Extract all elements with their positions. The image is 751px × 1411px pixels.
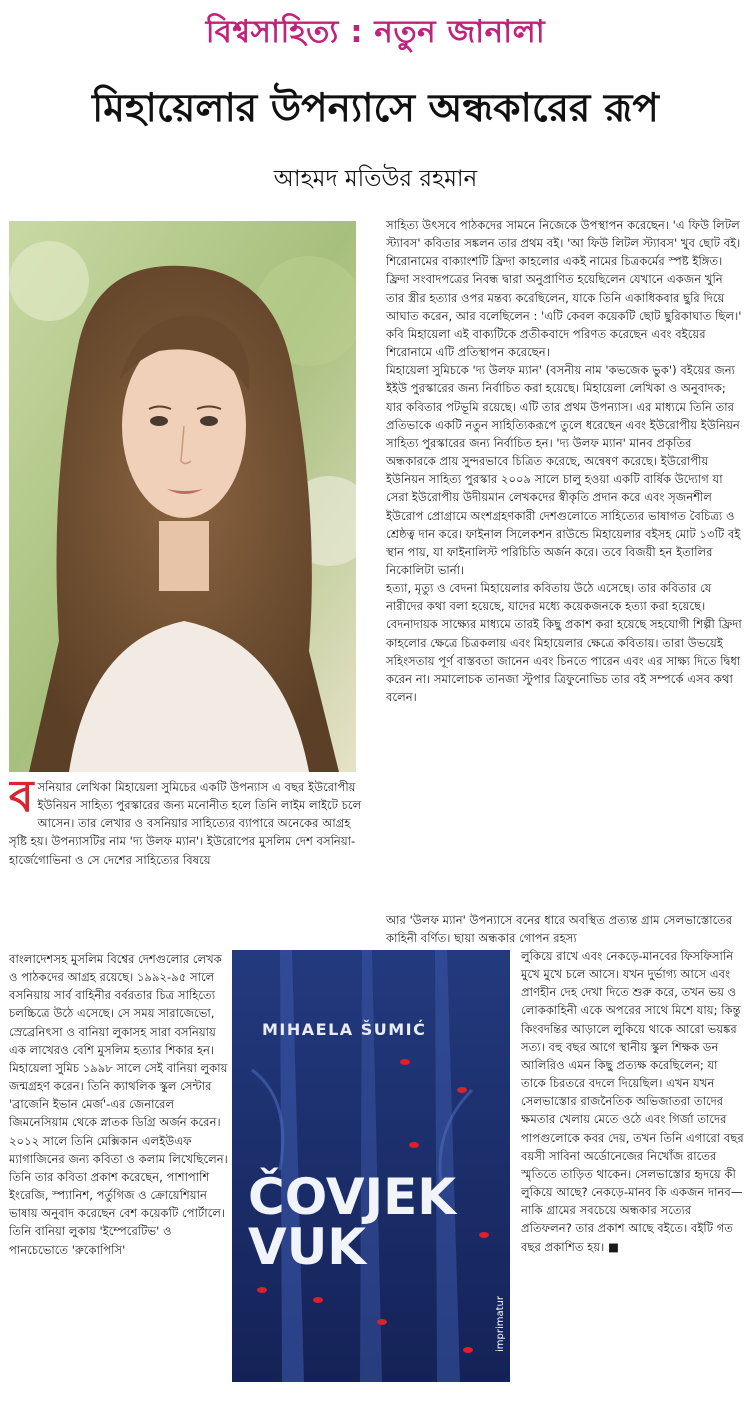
article-body-right (386, 216, 743, 911)
paragraph: সনিয়ার লেখিকা মিহায়েলা সুমিচের একটি উপন্যাস এ বছর ইউরোপীয় ইউনিয়ন সাহিত্য পুরস্কারের জন্য মনোনীত হলে তিনি লাইম লাইটে চলে আসেন। তার লেখার ও বসনিয়ার সাহিত্যের ব্যাপারে অনেকের আগ্রহ সৃষ্টি হয়। উপন্যাসটির নাম 'দ্য উলফ ম্যান'। ইউরোপের মুসলিম দেশ বসনিয়া-হার্জেগোভিনা ও সে দেশের সাহিত্যের বিষয়ে (9, 780, 362, 867)
paragraph: মিহায়েলা সুমিচকে 'দ্য উলফ ম্যান' (বসনীয় নাম 'কভজেক ভুক') বইয়ের জন্য ইইউ পুরস্কারের জন্য নির্বাচিত করা হয়েছে। মিহায়েলা লেখিকা ও অনুবাদক; যার কবিতার পটভূমি রয়েছে। এটি তার প্রথম উপন্যাস। এর মাধ্যমে তিনি তার প্রতিভাকে একটি নতুন সাহিত্যিকরূপে তুলে ধরেছেন এবং ইউরোপীয় ইউনিয়ন সাহিত্য পুরস্কারের জন্য নির্বাচিত হন। 'দ্য উলফ ম্যান' মানব প্রকৃতির অন্ধকারকে প্রায় সুন্দরভাবে চিত্রিত করেছে, অন্বেষণ করেছে। ইউরোপীয় ইউনিয়ন সাহিত্য পুরস্কার ২০০৯ সালে চালু হওয়া একটি বার্ষিক উদ্যোগ যা সেরা ইউরোপীয় উদীয়মান লেখকদের স্বীকৃতি প্রদান করে এবং সৃজনশীল ইউরোপ প্রোগ্রামে অংশগ্রহণকারী দেশগুলোতে সাহিত্যের ভাষাগত বৈচিত্র্য ও শ্রেষ্ঠত্ব দান করে। ফাইনাল সিলেকশন রাউন্ডে মিহায়েলার বইসহ মোট ১৩টি বই স্থান পায়, যা ফাইনালিস্ট পরিচিতি অর্জন করে। তবে বিজয়ী হন ইতালির নিকোলিটা ভার্না। (386, 363, 741, 577)
author-photo (9, 221, 356, 772)
paragraph: লুকিয়ে রাখে এবং নেকড়ে-মানবের ফিসফিসানি মুখে মুখে চলে আসে। যখন দুর্ভাগ্য আসে এবং প্রাণহীন দেহ দেখা দিতে শুরু করে, তখন ভয় ও লোককাহিনী একে অপরের সাথে মিশে যায়; কিন্তু কিংবদন্তির আড়ালে লুকিয়ে থাকে আরো ভয়ঙ্কর সত্য। বহু বছর আগে স্থানীয় স্কুল শিক্ষক ডন আলিরিও এমন কিছু প্রত্যক্ষ করেছিলেন; যা তাকে চিরতরে বদলে দিয়েছিল। এখন যখন সেলভাস্তোর রাজনৈতিক অভিজাতরা তাদের ক্ষমতার খেলায় মেতে ওঠে এবং গির্জা তাদের পাপগুলোকে কবর দেয়, তখন তিনি এগারো বছর বয়সী সাবিনা অর্ডোনেজের নিখোঁজ রাতের স্মৃতিতে তাড়িত থাকেন। সেলভাস্তোর হৃদয়ে কী লুকিয়ে আছে? নেকড়ে-মানব কি একজন দানব— নাকি গ্রামের সবচেয়ে অন্ধকার সত্যের প্রতিফলন? তার প্রকাশ আছে বইতে। বইটি গত বছর প্রকাশিত হয়। ■ (521, 949, 744, 1254)
paragraph: বাংলাদেশসহ মুসলিম বিশ্বের দেশগুলোর লেখক ও পাঠকদের আগ্রহ রয়েছে। ১৯৯২-৯৫ সালে বসনিয়ায় সার্ব বাহিনীর বর্বরতার চিত্র সাহিত্যে চলচ্চিত্রে উঠে এসেছে। সে সময় সারাজেভো, স্রেব্রেনিৎসা ও বানিয়া লুকাসহ সারা বসনিয়ায় এক লাখেরও বেশি মুসলিম হত্যার শিকার হন। মিহায়েলা সুমিচ ১৯৯৮ সালে সেই বানিয়া লুকায় জন্মগ্রহণ করেন। তিনি ক্যাথলিক স্কুল সেন্টার 'ব্রাজেনি ইভান মের্জ'-এর জেনারেল জিমনেসিয়াম থেকে স্নাতক ডিগ্রি অর্জন করেন। ২০১২ সালে তিনি মেক্সিকান এলইউএফ ম্যাগাজিনের জন্য কবিতা ও কলাম লিখেছিলেন। তিনি তার কবিতা প্রকাশ করেছেন, পাশাপাশি ইংরেজি, স্প্যানিশ, পর্তুগিজ ও ক্রোয়েশিয়ান ভাষায় অনুবাদ করেছেন বেশ কয়েকটি পোর্টালে। তিনি বানিয়া লুকায় 'ইম্পেরেটিভ' ও পানচেভোতে 'রুকোপিসি' (9, 952, 228, 1257)
cover-title-line: ČOVJEK (248, 1168, 457, 1226)
paragraph: হত্যা, মৃত্যু ও বেদনা মিহায়েলার কবিতায় উঠে এসেছে। তার কবিতার যে নারীদের কথা বলা হয়েছে, যাদের মধ্যে কয়েকজনকে হত্যা করা হয়েছে। বেদনাদায়ক সাক্ষ্যের মাধ্যমে তারই কিছু প্রকাশ করা হয়েছে সহযোগী শিল্পী ফ্রিদা কাহলোর ক্ষেত্রে চিত্রকলায় এবং মিহায়েলার ক্ষেত্রে কবিতায়। তারা উভয়েই সহিংসতায় পূর্ণ বাস্তবতা জানেন এবং চিনতে পারেন এবং এর সাক্ষ্য দিতে দ্বিধা করেন না। সমালোচক তানজা স্টুপার ত্রিফুনোভিচ তার বই সম্পর্কে এসব কথা বলেন। (386, 581, 742, 705)
headline: মিহায়েলার উপন্যাসে অন্ধকারের রূপ (92, 86, 659, 131)
byline: আহমদ মতিউর রহমান (273, 166, 478, 192)
drop-cap: ব (9, 778, 34, 822)
article-body-left (9, 950, 231, 1400)
book-cover (232, 950, 510, 1382)
paragraph: সাহিত্য উৎসবে পাঠকদের সামনে নিজেকে উপস্থাপন করেছেন। 'এ ফিউ লিটল স্ট্যাবস' কবিতার সঙ্কলন তার প্রথম বই। 'আ ফিউ লিটল স্ট্যাবস' খুব ছোট বই। শিরোনামের বাক্যাংশটি ফ্রিদা কাহলোর একই নামের চিত্রকর্মের স্পষ্ট ইঙ্গিত। ফ্রিদা সংবাদপত্রের নিবন্ধ দ্বারা অনুপ্রাণিত হয়েছিলেন যেখানে একজন খুনি তার স্ত্রীর হত্যার ওপর মন্তব্য করেছিলেন, যাকে তিনি একাধিকবার ছুরি দিয়ে আঘাত করেন, আর বলেছিলেন : 'এটি কেবল কয়েকটি ছোট ছুরিকাঘাত ছিল।' কবি মিহায়েলা এই বাক্যটিকে প্রতীকবাদে পরিণত করেছেন এবং বইয়ের শিরোনামে এটি প্রতিস্থাপন করেছেন। (386, 218, 742, 360)
article-body-right-lower (521, 947, 745, 1403)
cover-title-line: VUK (248, 1218, 367, 1276)
cover-title (248, 1168, 457, 1276)
paragraph: আর 'উলফ ম্যান' উপন্যাসে বনের ধারে অবস্থিত প্রত্যন্ত গ্রাম সেলভাস্তোতের কাহিনী বর্ণিত। ছায়া অন্ধকার গোপন রহস্য (386, 913, 733, 946)
section-label: বিশ্বসাহিত্য : নতুন জানালা (205, 14, 546, 50)
article-continuation-lead (386, 911, 743, 947)
article-intro (9, 778, 365, 950)
cover-publisher: imprimatur (495, 1296, 506, 1352)
cover-author: MIHAELA ŠUMIĆ (262, 1020, 427, 1039)
